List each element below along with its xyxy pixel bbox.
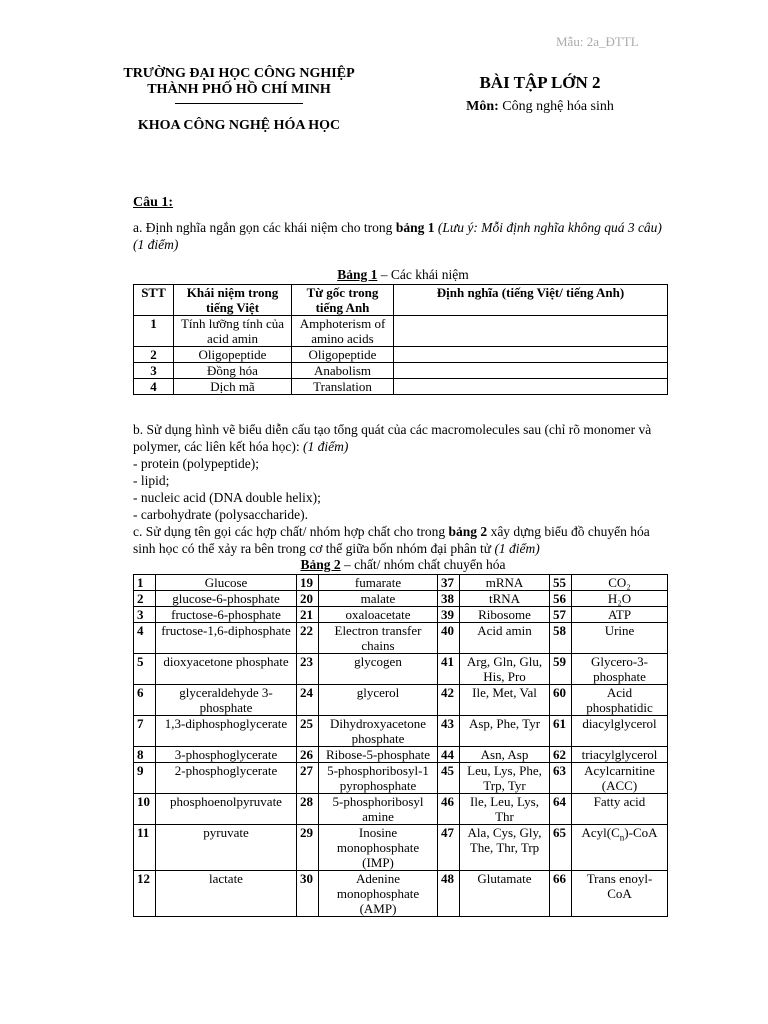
part-c-rest: xây dựng biểu đồ chuyển hóa sinh học có thể xảy ra bên trong cơ thể giữa bốn nhóm đại phân tử <box>133 524 650 556</box>
table-2-compound: glyceraldehyde 3-phosphate <box>156 685 297 716</box>
table-2-compound: diacylglycerol <box>572 716 668 747</box>
table-2-compound: Glutamate <box>460 871 550 917</box>
table-1-row <box>134 379 668 395</box>
table-2-number: 1 <box>134 575 156 591</box>
table-1-row <box>134 316 668 347</box>
table-1-vi: Oligopeptide <box>174 347 292 363</box>
table-2-compound: $Acyl(C_n)$-CoA <box>572 825 668 871</box>
table-2-compound: Ile, Met, Val <box>460 685 550 716</box>
table-2-compound: fructose-1,6-diphosphate <box>156 623 297 654</box>
part-c-bold: bảng 2 <box>448 524 488 539</box>
table-2-number: 43 <box>438 716 460 747</box>
part-c-text <box>133 523 673 557</box>
table-1-caption-bold: Bảng 1 <box>337 267 378 282</box>
table-2-compound: Ribose-5-phosphate <box>319 747 438 763</box>
table-2-number: 23 <box>297 654 319 685</box>
table-2-compound: glycogen <box>319 654 438 685</box>
table-2-number: 19 <box>297 575 319 591</box>
table-2-number: 7 <box>134 716 156 747</box>
table-2-number: 37 <box>438 575 460 591</box>
table-2-number: 27 <box>297 763 319 794</box>
table-2-compound: Inosine monophosphate (IMP) <box>319 825 438 871</box>
table-2-compound: Asp, Phe, Tyr <box>460 716 550 747</box>
table-2-row <box>134 871 668 917</box>
table-1-stt: 3 <box>134 363 174 379</box>
table-2-row <box>134 591 668 607</box>
table-2-compound: Trans enoyl-CoA <box>572 871 668 917</box>
table-2-compound: CO₂ <box>572 575 668 591</box>
table-2-compound: Adenine monophosphate (AMP) <box>319 871 438 917</box>
table-1-en: Anabolism <box>292 363 394 379</box>
table-1-row <box>134 347 668 363</box>
assignment-title: BÀI TẬP LỚN 2 <box>479 73 601 92</box>
table-2-number: 48 <box>438 871 460 917</box>
table-2-compound: pyruvate <box>156 825 297 871</box>
table-1-def <box>394 363 668 379</box>
subject-value: Công nghệ hóa sinh <box>502 99 614 114</box>
table-2-compound: Glucose <box>156 575 297 591</box>
school-line-2: THÀNH PHỐ HỒ CHÍ MINH <box>147 82 331 97</box>
table-2-number: 41 <box>438 654 460 685</box>
table-2-number: 22 <box>297 623 319 654</box>
table-2-number: 12 <box>134 871 156 917</box>
concepts-table <box>133 284 668 395</box>
table-2-compound: Acid phosphatidic <box>572 685 668 716</box>
table-2-compound: Asn, Asp <box>460 747 550 763</box>
table-2-compound: 2-phosphoglycerate <box>156 763 297 794</box>
table-2-compound: Dihydroxyacetone phosphate <box>319 716 438 747</box>
table-2-number: 63 <box>550 763 572 794</box>
table-1-caption-rest: – Các khái niệm <box>377 267 469 282</box>
table-2-number: 62 <box>550 747 572 763</box>
table-2-number: 40 <box>438 623 460 654</box>
table-2-number: 60 <box>550 685 572 716</box>
table-1-en: Amphoterism of amino acids <box>292 316 394 347</box>
table-2-number: 47 <box>438 825 460 871</box>
table-2-number: 42 <box>438 685 460 716</box>
part-b-list <box>133 455 673 523</box>
table-2-compound: Urine <box>572 623 668 654</box>
part-b-item: - lipid; <box>133 473 170 488</box>
table-2-compound: triacylglycerol <box>572 747 668 763</box>
table-2-number: 30 <box>297 871 319 917</box>
table-1-header: Định nghĩa (tiếng Việt/ tiếng Anh) <box>394 285 668 316</box>
table-2-row <box>134 654 668 685</box>
table-2-row <box>134 747 668 763</box>
table-2-compound: phosphoenolpyruvate <box>156 794 297 825</box>
question-1-label: Câu 1: <box>133 195 174 210</box>
school-underline <box>175 103 303 104</box>
subject-label: Môn: <box>466 99 499 114</box>
table-1-header: Từ gốc trong tiếng Anh <box>292 285 394 316</box>
part-b-points: (1 điểm) <box>303 439 349 454</box>
table-1-stt: 4 <box>134 379 174 395</box>
metabolites-table <box>133 574 668 917</box>
table-1-def <box>394 379 668 395</box>
part-c-main: c. Sử dụng tên gọi các hợp chất/ nhóm hợp chất cho trong <box>133 524 449 539</box>
table-1-caption <box>133 267 673 283</box>
table-1-header: STT <box>134 285 174 316</box>
table-2-number: 56 <box>550 591 572 607</box>
table-2-compound: glucose-6-phosphate <box>156 591 297 607</box>
table-2-caption-rest: – chất/ nhóm chất chuyển hóa <box>340 557 506 572</box>
table-2-row <box>134 685 668 716</box>
table-1-stt: 1 <box>134 316 174 347</box>
table-2-compound: Glycero-3-phosphate <box>572 654 668 685</box>
table-2-compound: dioxyacetone phosphate <box>156 654 297 685</box>
table-2-number: 59 <box>550 654 572 685</box>
table-2-number: 20 <box>297 591 319 607</box>
table-2-compound: Ribosome <box>460 607 550 623</box>
table-2-number: 24 <box>297 685 319 716</box>
table-2-compound: 3-phosphoglycerate <box>156 747 297 763</box>
table-2-compound: 5-phosphoribosyl-1 pyrophosphate <box>319 763 438 794</box>
table-1-def <box>394 316 668 347</box>
table-2-row <box>134 607 668 623</box>
part-a-text <box>133 219 673 253</box>
table-1-row <box>134 363 668 379</box>
table-2-number: 66 <box>550 871 572 917</box>
part-a-main: a. Định nghĩa ngắn gọn các khái niệm cho trong <box>133 220 396 235</box>
table-2-compound: tRNA <box>460 591 550 607</box>
table-2-compound: H₂O <box>572 591 668 607</box>
table-2-row <box>134 623 668 654</box>
table-2-number: 2 <box>134 591 156 607</box>
table-2-row <box>134 716 668 747</box>
table-2-row <box>134 763 668 794</box>
table-2-number: 65 <box>550 825 572 871</box>
table-2-number: 64 <box>550 794 572 825</box>
table-2-compound: Acylcarnitine (ACC) <box>572 763 668 794</box>
table-2-row <box>134 575 668 591</box>
table-2-compound: 5-phosphoribosyl amine <box>319 794 438 825</box>
table-2-compound: fumarate <box>319 575 438 591</box>
table-2-compound: Fatty acid <box>572 794 668 825</box>
table-2-number: 6 <box>134 685 156 716</box>
part-a-bold: bảng 1 <box>395 220 435 235</box>
form-code: Mẫu: 2a_ĐTTL <box>556 34 639 49</box>
table-2-number: 57 <box>550 607 572 623</box>
table-2-number: 11 <box>134 825 156 871</box>
table-2-compound: Ile, Leu, Lys, Thr <box>460 794 550 825</box>
table-2-compound: ATP <box>572 607 668 623</box>
table-2-number: 5 <box>134 654 156 685</box>
table-2-number: 4 <box>134 623 156 654</box>
part-b-text <box>133 421 673 455</box>
table-2-compound: lactate <box>156 871 297 917</box>
table-1-stt: 2 <box>134 347 174 363</box>
table-2-caption <box>133 557 673 573</box>
table-1-header-row <box>134 285 668 316</box>
table-2-number: 28 <box>297 794 319 825</box>
table-2-number: 10 <box>134 794 156 825</box>
table-1-en: Oligopeptide <box>292 347 394 363</box>
table-2-compound: malate <box>319 591 438 607</box>
table-2-compound: 1,3-diphosphoglycerate <box>156 716 297 747</box>
part-c-points: (1 điểm) <box>494 541 540 556</box>
table-2-number: 46 <box>438 794 460 825</box>
table-2-number: 29 <box>297 825 319 871</box>
table-2-row <box>134 794 668 825</box>
table-1-vi: Dịch mã <box>174 379 292 395</box>
table-2-compound: oxaloacetate <box>319 607 438 623</box>
part-a-note: (Lưu ý: Mỗi định nghĩa không quá 3 câu)(1 điểm) <box>133 220 662 252</box>
table-2-number: 26 <box>297 747 319 763</box>
table-2-number: 61 <box>550 716 572 747</box>
table-2-number: 58 <box>550 623 572 654</box>
table-2-compound: Electron transfer chains <box>319 623 438 654</box>
table-2-number: 25 <box>297 716 319 747</box>
table-2-compound: fructose-6-phosphate <box>156 607 297 623</box>
table-2-number: 45 <box>438 763 460 794</box>
part-b-item: - protein (polypeptide); <box>133 456 259 471</box>
table-2-number: 8 <box>134 747 156 763</box>
table-2-compound: Arg, Gln, Glu, His, Pro <box>460 654 550 685</box>
table-2-compound: mRNA <box>460 575 550 591</box>
table-2-number: 21 <box>297 607 319 623</box>
part-b-item: - carbohydrate (polysaccharide). <box>133 507 309 522</box>
part-b-main: b. Sử dụng hình vẽ biểu diễn cấu tạo tổng quát của các macromolecules sau (chỉ rõ monomer và polymer, các liên kết hóa học): <box>133 422 652 454</box>
table-1-header: Khái niệm trong tiếng Việt <box>174 285 292 316</box>
table-2-compound: glycerol <box>319 685 438 716</box>
table-2-row <box>134 825 668 871</box>
table-2-caption-bold: Bảng 2 <box>300 557 341 572</box>
school-line-1: TRƯỜNG ĐẠI HỌC CÔNG NGHIỆP <box>123 66 355 81</box>
table-2-number: 55 <box>550 575 572 591</box>
faculty-name: KHOA CÔNG NGHỆ HÓA HỌC <box>137 118 341 133</box>
part-b-item: - nucleic acid (DNA double helix); <box>133 490 321 505</box>
table-1-def <box>394 347 668 363</box>
table-2-number: 44 <box>438 747 460 763</box>
table-2-compound: Leu, Lys, Phe, Trp, Tyr <box>460 763 550 794</box>
school-name <box>105 66 373 98</box>
table-2-number: 3 <box>134 607 156 623</box>
table-2-number: 38 <box>438 591 460 607</box>
subject-line <box>430 99 650 115</box>
table-2-number: 39 <box>438 607 460 623</box>
table-2-compound: Acid amin <box>460 623 550 654</box>
table-2-compound: Ala, Cys, Gly, The, Thr, Trp <box>460 825 550 871</box>
table-1-en: Translation <box>292 379 394 395</box>
table-2-number: 9 <box>134 763 156 794</box>
table-1-vi: Đồng hóa <box>174 363 292 379</box>
table-1-vi: Tính lưỡng tính của acid amin <box>174 316 292 347</box>
